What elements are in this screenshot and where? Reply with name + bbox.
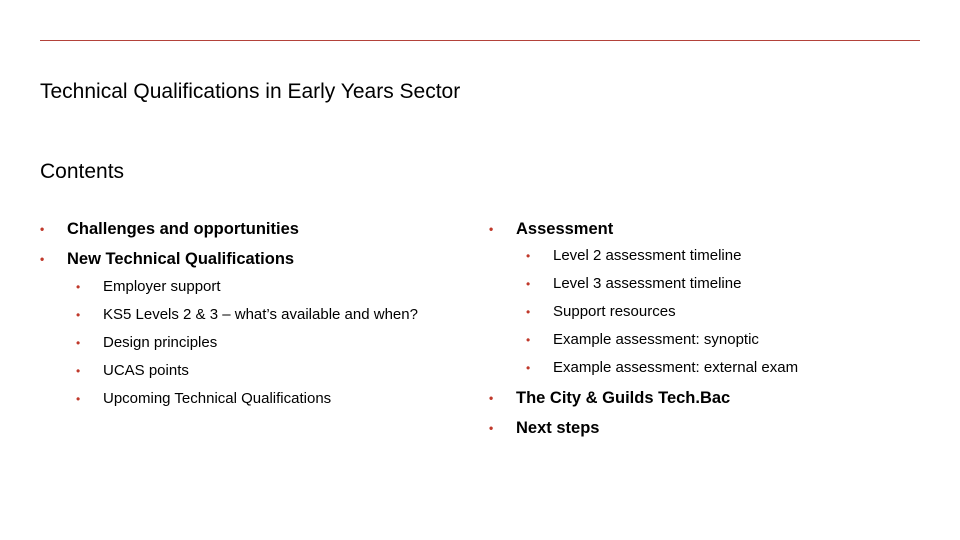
bullet-icon: •	[76, 308, 81, 322]
bullet-icon: •	[526, 305, 531, 319]
bullet-icon: •	[76, 364, 81, 378]
bullet-icon: •	[526, 361, 531, 375]
bullet-icon: •	[526, 277, 531, 291]
bullet-icon: •	[489, 421, 494, 435]
header-divider	[40, 40, 920, 41]
bullet-icon: •	[76, 392, 81, 406]
bullet-icon: •	[76, 336, 81, 350]
bullet-icon: •	[526, 333, 531, 347]
contents-heading: Contents	[40, 160, 125, 183]
bullet-icon: •	[489, 391, 494, 405]
bullet-icon: •	[489, 222, 494, 236]
bullet-icon: •	[40, 222, 45, 236]
page-title: Technical Qualifications in Early Years Sector	[40, 80, 461, 103]
bullet-icon: •	[526, 249, 531, 263]
bullet-icon: •	[76, 280, 81, 294]
bullet-icon: •	[40, 252, 45, 266]
